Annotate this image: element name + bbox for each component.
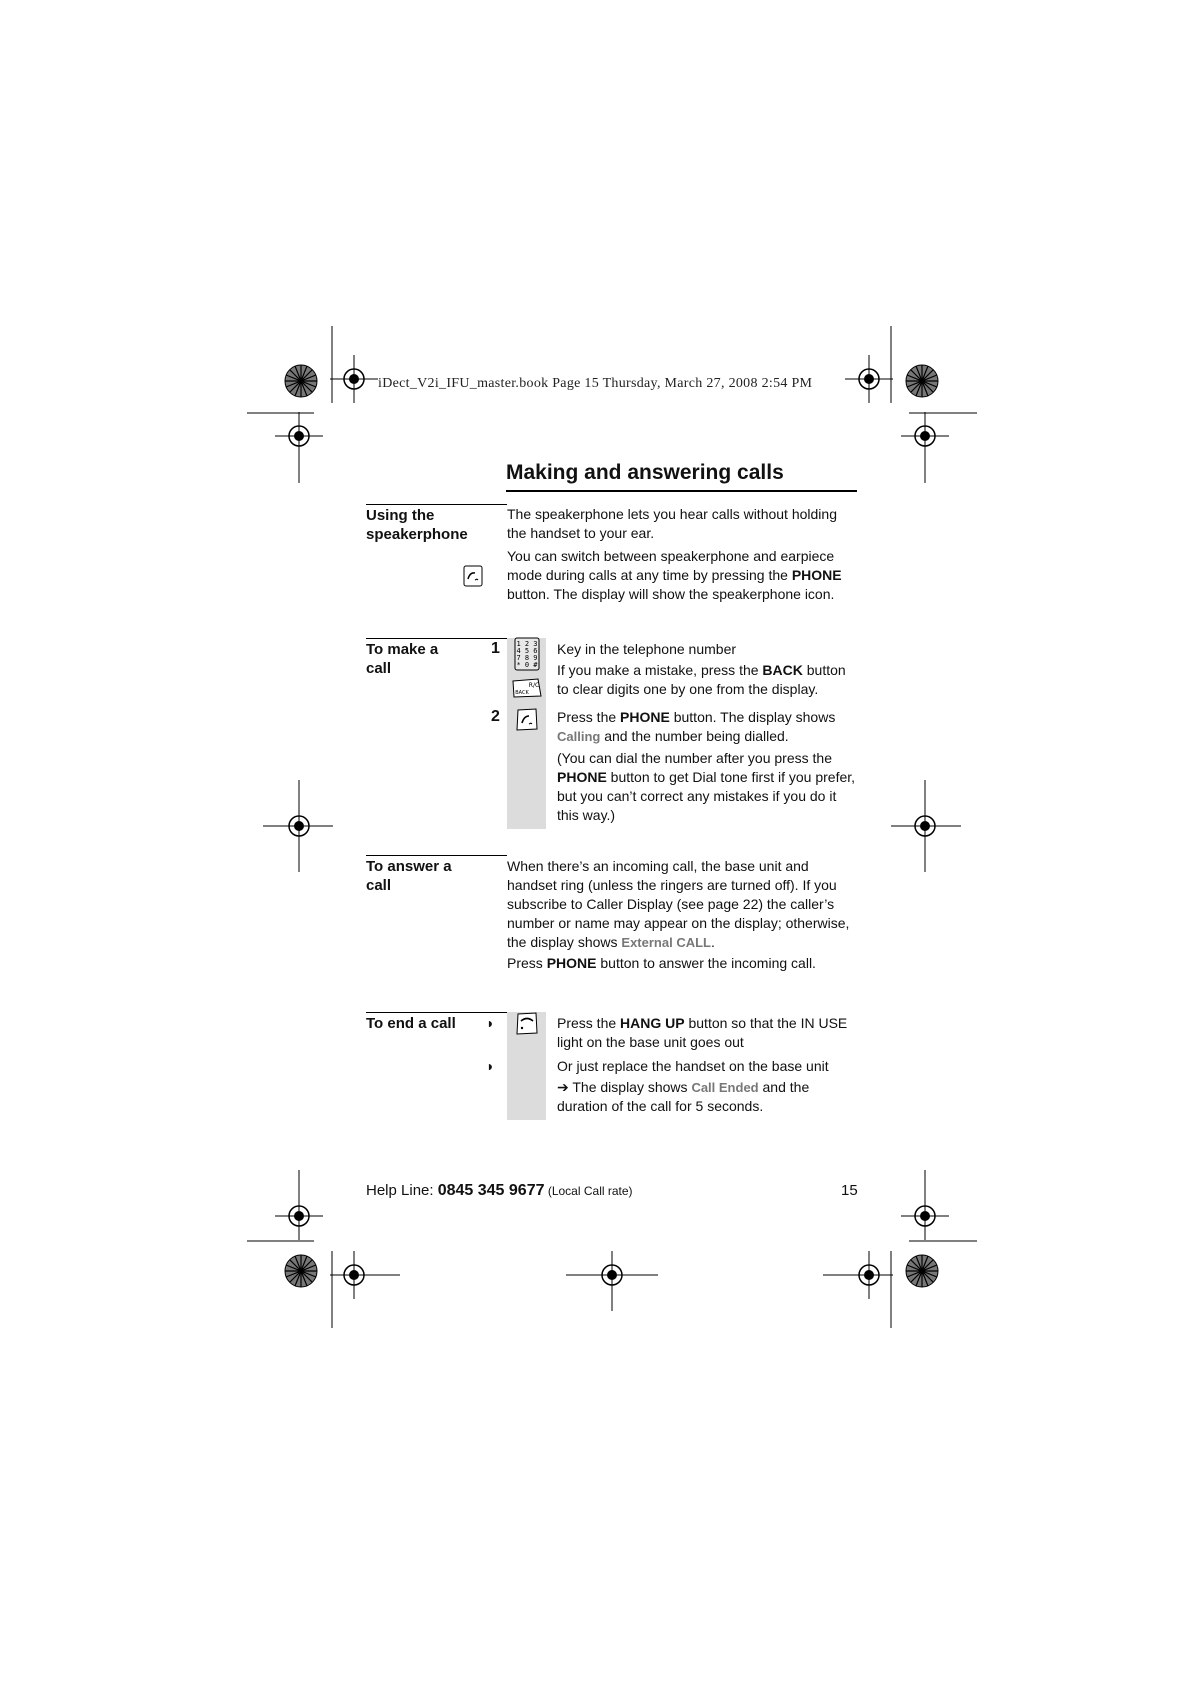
help-line-label: Help Line:	[366, 1182, 438, 1199]
back-key-sub: BACK	[515, 690, 529, 696]
help-line-rate: (Local Call rate)	[544, 1184, 633, 1198]
step2-text	[557, 708, 857, 746]
back-button-icon	[512, 678, 542, 703]
keypad-row: 7 8 9	[516, 654, 538, 662]
section-rule	[366, 1012, 507, 1013]
keypad-row: 1 2 3	[516, 640, 538, 648]
section-label-make-call	[366, 640, 438, 678]
back-key-label: R/C	[528, 682, 540, 689]
label-line: call	[366, 660, 392, 677]
bullet-icon: ◗	[486, 1015, 495, 1031]
text: .	[710, 934, 715, 950]
section-label-answer-call	[366, 857, 452, 895]
end-bullet-2: Or just replace the handset on the base unit	[557, 1058, 829, 1074]
text: You can switch between speakerphone and earpiece mode during calls at any time by pressing the	[507, 548, 835, 583]
label-line: To answer a	[366, 858, 452, 875]
label-line: call	[366, 877, 392, 894]
answer-paragraph-1	[507, 857, 857, 952]
section-rule	[366, 504, 507, 505]
text: Press the	[557, 709, 621, 725]
text: and the number being dialled.	[600, 728, 789, 744]
speakerphone-paragraph-1: The speakerphone lets you hear calls without holding the handset to your ear.	[507, 506, 837, 541]
phone-key-name: PHONE	[620, 709, 670, 725]
bullet-icon: ◗	[486, 1058, 495, 1074]
back-key-name: BACK	[762, 662, 803, 678]
speakerphone-paragraph-2	[507, 547, 857, 604]
page-title: Making and answering calls	[506, 461, 784, 484]
section-rule	[366, 638, 507, 639]
label-line: speakerphone	[366, 526, 468, 543]
text: If you make a mistake, press the	[557, 662, 763, 678]
display-text: Call Ended	[691, 1080, 759, 1095]
arrow-icon: ➔	[557, 1079, 569, 1095]
step1-note	[557, 661, 857, 699]
page-number: 15	[841, 1182, 858, 1199]
section-label-end-call: To end a call	[366, 1015, 456, 1032]
phone-button-icon	[516, 708, 538, 737]
text: button. The display will show the speakerphone icon.	[507, 586, 835, 602]
text: When there’s an incoming call, the base unit and handset ring (unless the ringers are turned off). If you subscribe to Caller Display (see page 22) the caller’s number or name may appear on the display; otherwise, the display shows	[507, 858, 850, 950]
display-text: Calling	[557, 729, 601, 744]
help-line	[366, 1182, 633, 1200]
text: Press the	[557, 1015, 621, 1031]
phone-key-name: PHONE	[791, 567, 842, 583]
text: The display shows	[568, 1079, 692, 1095]
phone-key-name: PHONE	[557, 769, 607, 785]
speakerphone-icon	[463, 565, 483, 592]
section-label-speakerphone	[366, 506, 468, 544]
text: (You can dial the number after you press the	[557, 750, 832, 766]
text: button to get Dial tone first if you prefer, but you can’t correct any mistakes if you do it this way.)	[557, 769, 856, 823]
label-line: To make a	[366, 641, 439, 658]
title-rule	[506, 490, 857, 492]
step-number: 1	[491, 640, 500, 657]
hang-up-key-name: HANG UP	[620, 1015, 685, 1031]
print-slug: iDect_V2i_IFU_master.book Page 15 Thursday, March 27, 2008 2:54 PM	[378, 376, 813, 391]
end-bullet-1	[557, 1014, 857, 1052]
text: Press	[507, 955, 547, 971]
label-line: Using the	[366, 507, 435, 524]
help-line-number: 0845 345 9677	[437, 1182, 545, 1199]
step-number: 2	[491, 708, 500, 725]
text: button so that the IN USE light on the base unit goes out	[557, 1015, 848, 1050]
section-rule	[366, 855, 507, 856]
step2-note	[557, 749, 857, 825]
hang-up-button-icon	[516, 1012, 538, 1041]
keypad-row: * 0 #	[516, 661, 538, 669]
text: button to answer the incoming call.	[596, 955, 816, 971]
end-result	[557, 1078, 857, 1116]
text: and the duration of the call for 5 seconds.	[557, 1079, 810, 1114]
text: button. The display shows	[669, 709, 836, 725]
answer-paragraph-2	[507, 954, 857, 973]
text: button to clear digits one by one from the display.	[557, 662, 846, 697]
display-text: External CALL	[621, 935, 711, 950]
keypad-row: 4 5 6	[516, 647, 538, 655]
step1-text: Key in the telephone number	[557, 641, 737, 657]
keypad-icon	[514, 637, 540, 676]
phone-key-name: PHONE	[546, 955, 597, 971]
